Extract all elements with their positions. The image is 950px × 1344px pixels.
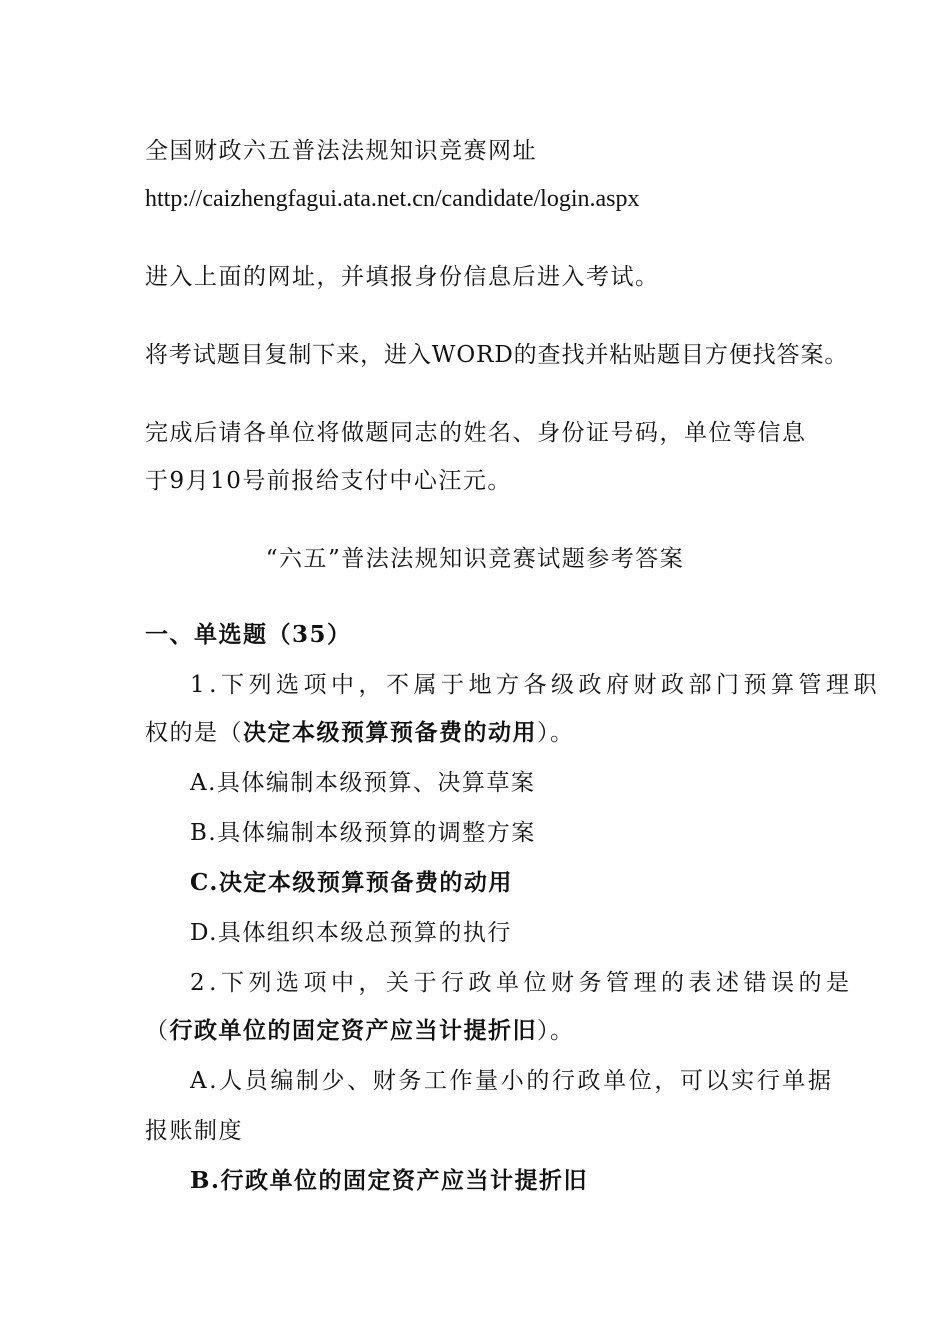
- submit-instruction-line-1: 完成后请各单位将做题同志的姓名、身份证号码，单位等信息: [145, 420, 807, 446]
- q1-option-a: A.具体编制本级预算、决算草案: [190, 770, 536, 796]
- q1-stem-prefix: 权的是（: [145, 720, 243, 746]
- q1-answer: 决定本级预算预备费的动用: [243, 719, 537, 746]
- q2-stem-line-1: 2.下列选项中，关于行政单位财务管理的表述错误的是: [190, 970, 854, 996]
- q2-answer: 行政单位的固定资产应当计提折旧: [169, 1017, 537, 1044]
- q1-option-b: B.具体编制本级预算的调整方案: [190, 820, 536, 846]
- copy-instruction: 将考试题目复制下来，进入WORD的查找并粘贴题目方便找答案。: [145, 342, 849, 368]
- q1-option-d: D.具体组织本级总预算的执行: [190, 920, 512, 946]
- q2-option-a-line-2: 报账制度: [145, 1118, 243, 1144]
- q1-stem-line-2: [145, 718, 575, 748]
- q2-stem-line-2: [145, 1016, 575, 1046]
- q2-stem-prefix: （: [145, 1018, 170, 1044]
- submit-instruction-line-2: 于9月10号前报给支付中心汪元。: [145, 468, 512, 494]
- q1-stem-suffix: ）。: [537, 720, 575, 746]
- q2-stem-suffix: ）。: [537, 1018, 575, 1044]
- site-title: 全国财政六五普法法规知识竞赛网址: [145, 138, 537, 164]
- q2-option-a-line-1: A.人员编制少、财务工作量小的行政单位，可以实行单据: [190, 1068, 834, 1094]
- section-heading: 一、单选题（35）: [145, 621, 352, 648]
- q2-option-b: B.行政单位的固定资产应当计提折旧: [190, 1167, 588, 1194]
- answers-heading: “六五”普法法规知识竞赛试题参考答案: [265, 546, 685, 572]
- q1-stem-line-1: 1.下列选项中，不属于地方各级政府财政部门预算管理职: [190, 672, 881, 698]
- q1-option-c: C.决定本级预算预备费的动用: [190, 869, 513, 896]
- enter-instruction: 进入上面的网址，并填报身份信息后进入考试。: [145, 264, 660, 290]
- site-url: http://caizhengfagui.ata.net.cn/candidate/login.aspx: [145, 186, 640, 212]
